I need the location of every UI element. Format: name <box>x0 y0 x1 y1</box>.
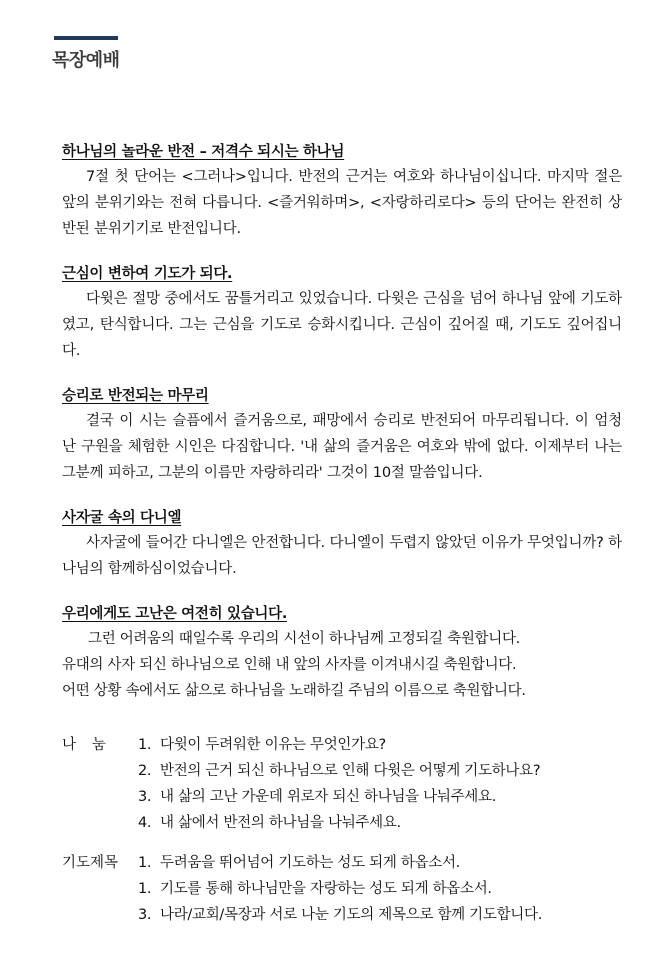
sharing-item: 2. 반전의 근거 되신 하나님으로 인해 다윗은 어떻게 기도하나요? <box>138 763 541 779</box>
section-title: 근심이 변하여 기도가 되다. <box>62 266 233 282</box>
section-paragraph: 결국 이 시는 슬픔에서 즐거움으로, 패망에서 승리로 반전되어 마무리됩니다. 이 엄청난 구원을 체험한 시인은 다짐합니다. '내 삶의 즐거움은 여호와 밖에 없다. 이제부터 나는 그분께 피하고, 그분의 이름만 자랑하리라' 그것이 10절 말씀입니다. <box>62 413 622 481</box>
prayer-item: 1. 두려움을 뛰어넘어 기도하는 성도 되게 하옵소서. <box>138 855 460 871</box>
section-title: 하나님의 놀라운 반전 – 저격수 되시는 하나님 <box>62 144 345 160</box>
section-paragraph: 다윗은 절망 중에서도 꿈틀거리고 있었습니다. 다윗은 근심을 넘어 하나님 앞에 기도하였고, 탄식합니다. 그는 근심을 기도로 승화시킵니다. 근심이 깊어질 때, 기도도 깊어집니다. <box>62 291 622 359</box>
section-hardship <box>62 602 622 704</box>
section-prayer-change <box>62 262 622 364</box>
blessing-line: 어떤 상황 속에서도 삶으로 하나님을 노래하길 주님의 이름으로 축원합니다. <box>62 683 526 699</box>
page-header <box>52 36 132 72</box>
section-paragraph: 사자굴에 들어간 다니엘은 안전합니다. 다니엘이 두렵지 않았던 이유가 무엇입니까? 하나님의 함께하심이었습니다. <box>62 535 622 577</box>
section-title: 사자굴 속의 다니엘 <box>62 510 182 526</box>
section-title: 우리에게도 고난은 여전히 있습니다. <box>62 606 288 622</box>
header-title: 목장예배 <box>52 50 120 71</box>
blessing-line: 그런 어려움의 때일수록 우리의 시선이 하나님께 고정되길 축원합니다. <box>88 631 520 647</box>
header-accent-bar <box>54 36 118 40</box>
blessing-line: 유대의 사자 되신 하나님으로 인해 내 앞의 사자를 이겨내시길 축원합니다. <box>62 657 517 673</box>
section-paragraph: 7절 첫 단어는 <그러나>입니다. 반전의 근거는 여호와 하나님이십니다. 마지막 절은 앞의 분위기와는 전혀 다릅니다. <즐거워하며>, <자랑하리로다> 등의 단어는 완전히 상반된 분위기기로 반전입니다. <box>62 169 622 237</box>
sharing-label: 나눔 <box>62 737 123 753</box>
prayer-label: 기도제목 <box>62 855 119 871</box>
prayer-requests <box>62 850 622 928</box>
prayer-item: 3. 나라/교회/목장과 서로 나눈 기도의 제목으로 함께 기도합니다. <box>138 907 543 923</box>
sharing-questions <box>62 732 622 836</box>
section-reversal <box>62 140 622 242</box>
sharing-item: 3. 내 삶의 고난 가운데 위로자 되신 하나님을 나눠주세요. <box>138 789 497 805</box>
section-victory <box>62 384 622 486</box>
prayer-item: 1. 기도를 통해 하나님만을 자랑하는 성도 되게 하옵소서. <box>138 881 492 897</box>
sharing-item: 1. 다윗이 두려워한 이유는 무엇인가요? <box>138 737 386 753</box>
section-title: 승리로 반전되는 마무리 <box>62 388 209 404</box>
document-body <box>62 140 622 942</box>
sharing-item: 4. 내 삶에서 반전의 하나님을 나눠주세요. <box>138 815 401 831</box>
section-daniel <box>62 506 622 582</box>
